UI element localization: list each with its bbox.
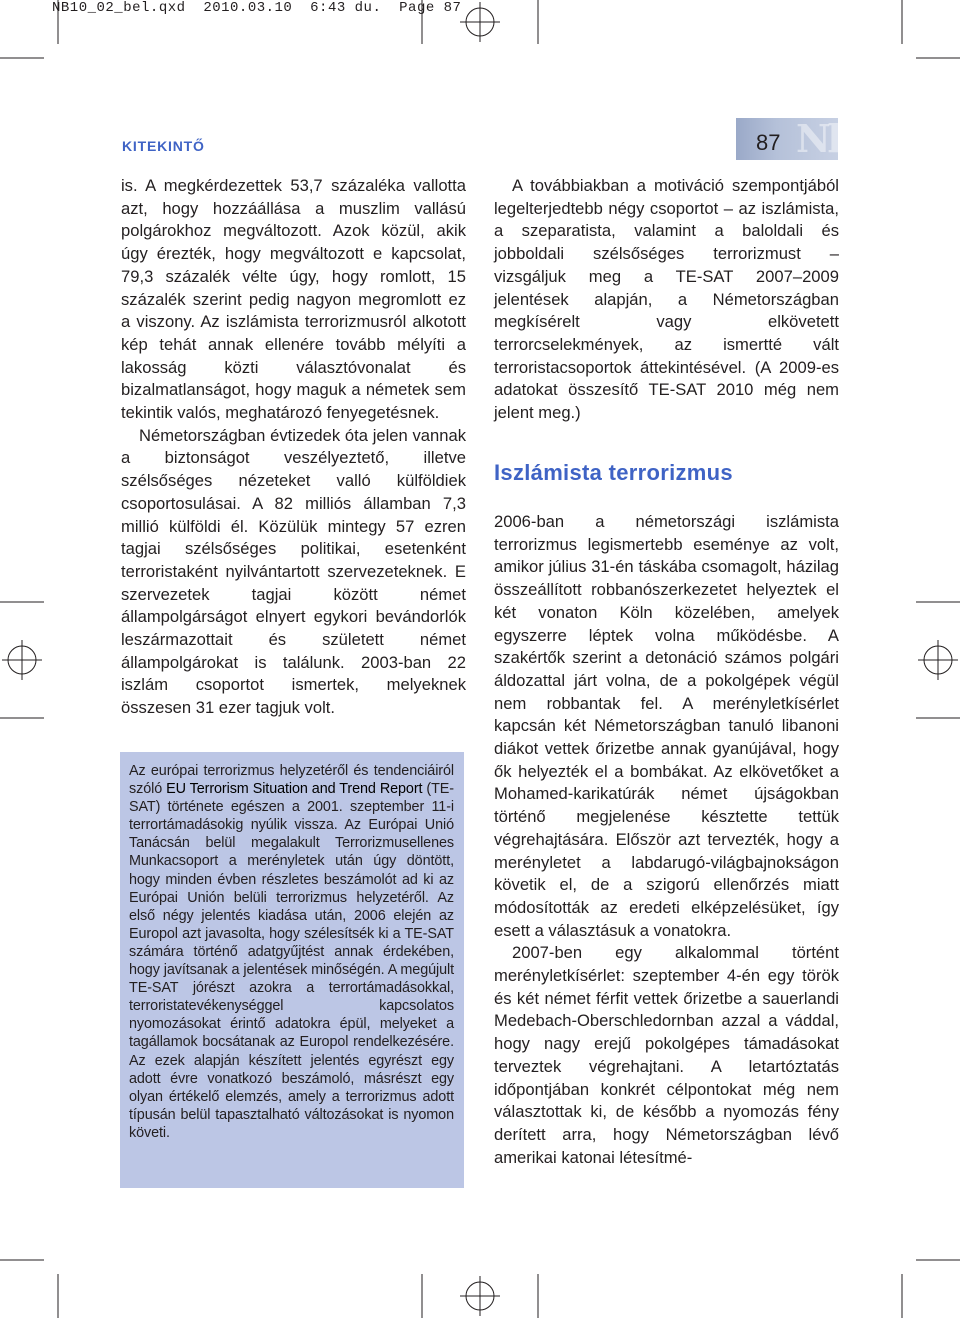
registration-target-bottom <box>422 1274 538 1318</box>
publication-logo-icon: Nb <box>796 116 852 161</box>
print-slug-line: NB10_02_bel.qxd 2010.03.10 6:43 du. Page 87 <box>52 0 462 16</box>
left-paragraph-2: Németországban évtizedek óta jelen vannak a biztonságot veszélyeztető, illetve szélsőséges nézeteket valló külföldiek csoportosulásai. A 82 milliós államban 7,3 millió külföldi él. Közülük mintegy 57 ezren tagjai szélsőséges politikai, esetenként terroristaként nyilvántartott szervezeteknek. E szervezetek tagjai között német állampolgárságot elnyert egykori bevándorlók leszármazottait és született német állampolgárokat is találunk. 2003-ban 22 iszlám csoportot ismertek, melyeknek összesen 31 ezer tagjuk volt. <box>121 425 466 718</box>
info-box-text-rest: (TE-SAT) története egészen a 2001. szeptember 11-i terrortámadásokig nyúlik vissza. Az Európai Unió Tanácsán belül megalakult Terrorizmusellenes Munkacsoport a merényletek után úgy döntött, hogy minden évben részletes beszámolót ad ki az Európai Unión belüli terrorizmus helyzetéről. Az első négy jelentés kiadása után, 2006 elején az Europol azt javasolta, hogy szélesítsék ki a TE-SAT számára történő adatgyűjtést annak érdekében, hogy javítsanak a jelentések minőségén. A megújult TE-SAT jórészt azokra a terrortámadásokkal, terroristatevékenységgel kapcsolatos nyomozásokat érintő adatokra épül, melyeket a tagállamok bocsátanak az Europol rendelkezésére. Az ezek alapján készített jelentés egyrészt egy adott évre vonatkozó beszámoló, másrészt egy olyan értékelő elemzés, amely a terrorizmus adott típusán belül tapasztalható változásokat is nyomon követi. <box>129 781 454 1141</box>
left-column <box>121 175 466 720</box>
registration-target-left <box>0 602 44 718</box>
right-intro-paragraph: A továbbiakban a motiváció szempontjából legelterjedtebb négy csoportot – az iszlámista, a szeparatista, valamint a baloldali és jobboldali szélsőséges terrorizmust – vizsgáljuk meg a TE-SAT 2007–2009 jelentések alapján, a Németországban megkísérelt vagy elkövetett terrorcselekmények, az ismertté vált terroristacsoportok áttekintésével. (A 2009-es adatokat összesítő TE-SAT 2010 még nem jelent meg.) <box>494 176 839 423</box>
section-heading: Iszlámista terrorizmus <box>494 460 733 485</box>
right-column-body <box>494 511 839 1169</box>
page-number: 87 <box>756 130 781 155</box>
report-name: EU Terrorism Situation and Trend Report <box>166 781 423 798</box>
right-column-intro <box>494 175 839 425</box>
right-paragraph-2: 2007-ben egy alkalommal történt merényletkísérlet: szeptember 4-én egy török és két német férfit vettek őrizetbe a sauerlandi Medebach-Oberschledornban azzal a váddal, hogy nagy erejű pokolgépes támadásokat terveztek végrehajtani. A letartóztatás időpontjában konkrét célpontokat még nem választottak ki, de később a nyomozás fény derített arra, hogy Németországban lévő amerikai katonai létesítmé- <box>494 943 839 1167</box>
section-label: KITEKINTŐ <box>122 138 205 154</box>
info-box-text-start: Az európai terrorizmus helyzetéről és tendenciáiról szóló <box>129 763 454 798</box>
right-paragraph-1: 2006-ban a németországi iszlámista terrorizmus legismertebb eseménye az volt, amikor július 31-én táskába csomagolt, házilag összeállított robbanószerkezetet helyeztek el két vonaton Köln közelében, amelyek egyszerre léptek volna működésbe. A szakértők szerint a detonáció számos polgári áldozattal járt volna, de a pokolgépek végül nem robbantak fel. A merényletkísérlet kapcsán két Németországban tanuló libanoni diákot vettek őrizetbe annak gyanújával, hogy ők helyezték el a bombákat. Az elkövetőket a Mohamed-karikatúrák német újságokban történő megjelenése késztette tettük végrehajtására. Először azt tervezték, hogy a merényletet a labdarugó-világbajnokságon követik el, de a szigorú ellenőrzés miatt módosították az eredeti elképzelésüket, így esett a választásuk a vonatokra. <box>494 512 839 940</box>
registration-target-right <box>916 602 960 718</box>
left-paragraph-1: is. A megkérdezettek 53,7 százaléka vallotta azt, hogy hozzáállása a muszlim vallású polgárokhoz megváltozott. Azok közül, akik úgy érezték, hogy megváltozott e kapcsolat, 79,3 százalék vélte úgy, hogy romlott, 15 százalék szerint pedig nagyon megromlott ez a viszony. Az iszlámista terrorizmusról alkotott kép tehát annak ellenére tovább mélyíti a lakosság közti választóvonalat és bizalmatlanságot, hogy maguk a németek sem tekintik valós, meghatározó fenyegetésnek. <box>121 176 466 423</box>
registration-target-top <box>422 0 538 44</box>
info-box-text <box>129 762 454 1142</box>
